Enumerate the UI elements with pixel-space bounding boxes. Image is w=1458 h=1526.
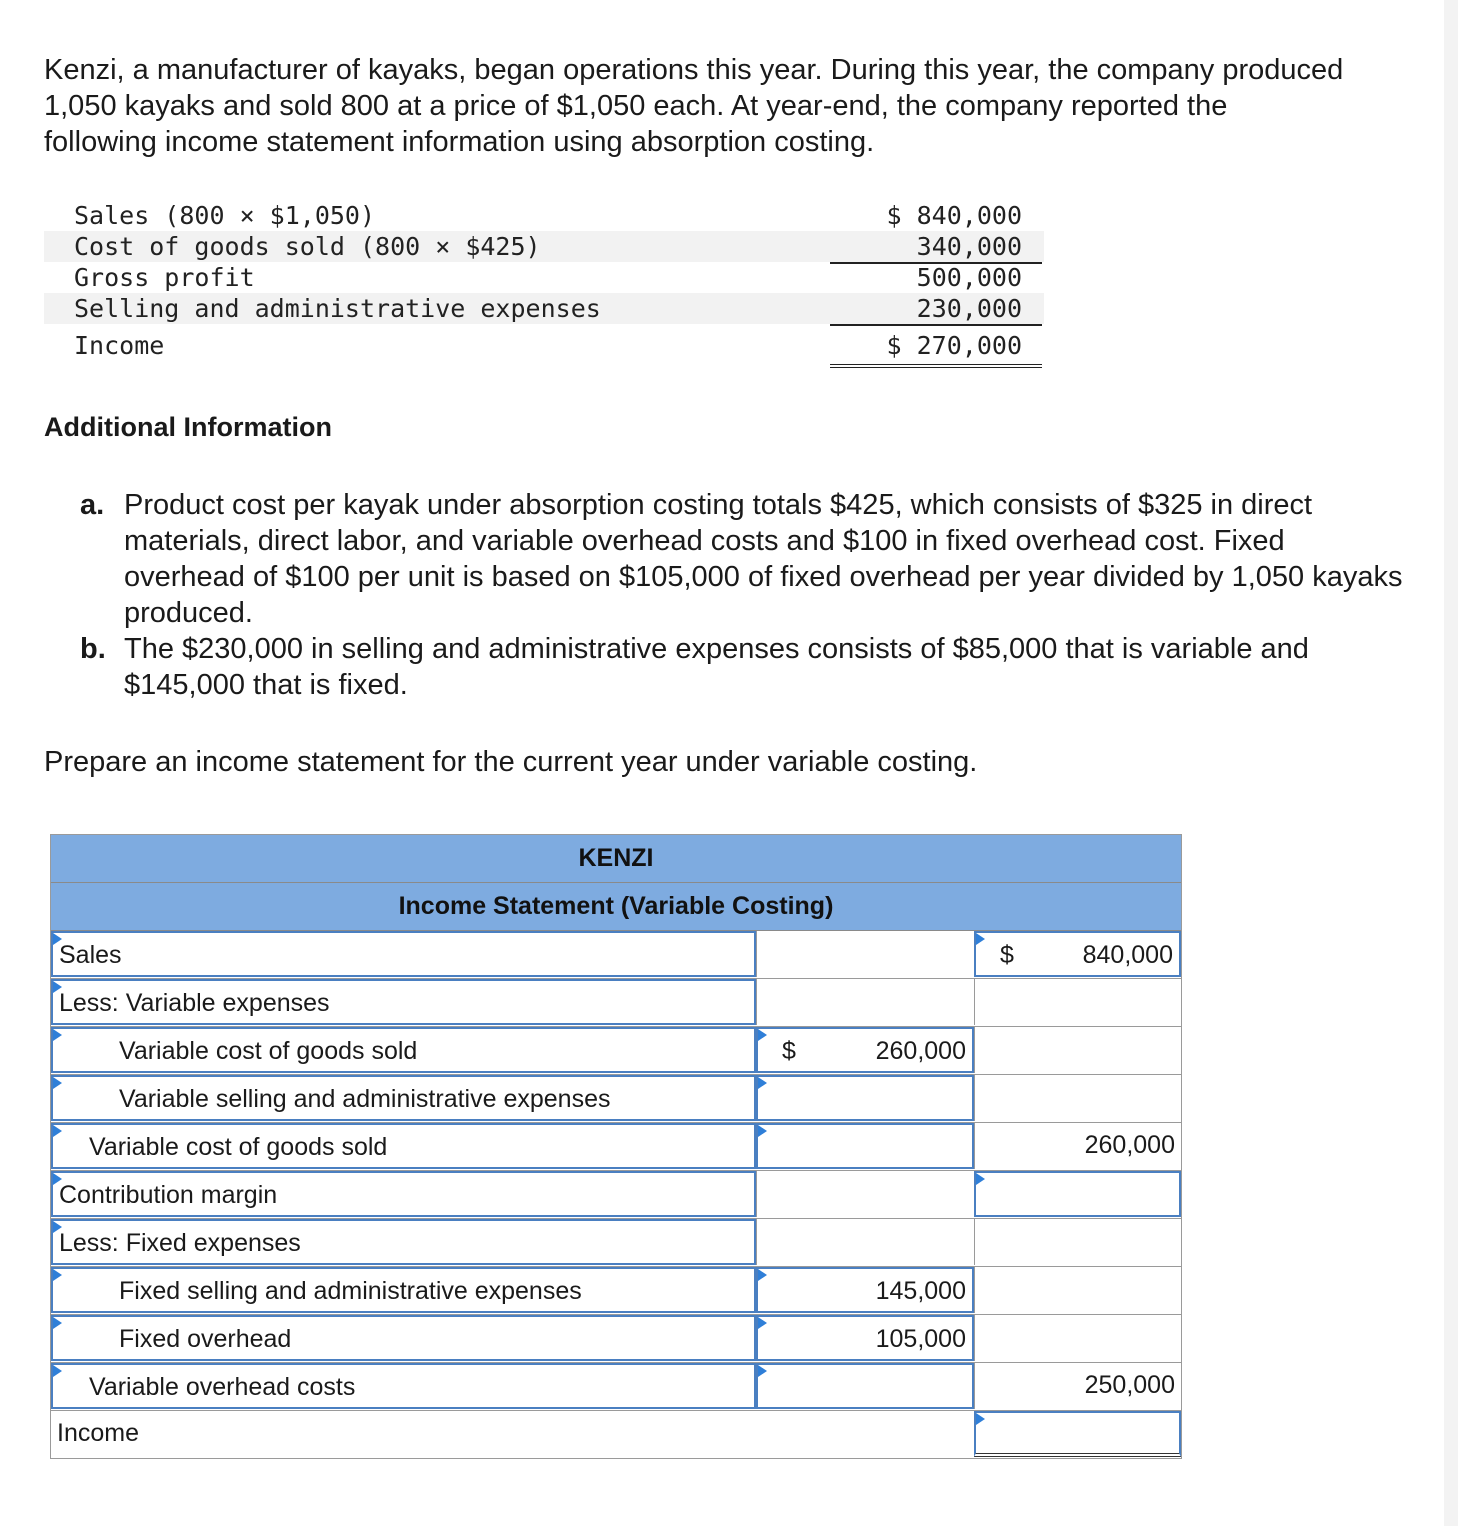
worksheet-row-contribution-margin (51, 1171, 1181, 1219)
currency-symbol: $ (1000, 941, 1014, 969)
row-label: Variable selling and administrative expenses (119, 1085, 611, 1113)
amount-cell-col2 (756, 1411, 974, 1457)
amount-input-col2[interactable] (756, 1363, 974, 1409)
amount-input-col2[interactable] (756, 1075, 974, 1121)
statement-row-cogs (44, 231, 1044, 262)
absorption-income-statement (44, 200, 1044, 361)
dropdown-marker-icon (53, 1365, 62, 1377)
row-label: Variable overhead costs (89, 1373, 356, 1401)
dropdown-marker-icon (758, 1365, 767, 1377)
amount-cell-col3 (974, 1219, 1181, 1265)
amount-cell-col2 (756, 979, 974, 1025)
info-text: The $230,000 in selling and administrative expenses consists of $85,000 that is variable and $145,000 that is fixed. (124, 633, 1309, 701)
amount-cell-col3 (974, 1027, 1181, 1073)
amount-cell-col2 (756, 931, 974, 977)
row-label: Less: Fixed expenses (59, 1229, 301, 1257)
statement-value: 340,000 (830, 231, 1042, 264)
row-label: Less: Variable expenses (59, 989, 330, 1017)
task-prompt: Prepare an income statement for the current year under variable costing. (44, 746, 978, 778)
statement-row-gross-profit (44, 262, 1044, 293)
label-input[interactable] (51, 979, 756, 1025)
row-label: Fixed selling and administrative expenses (119, 1277, 582, 1305)
worksheet-row-fixed-selling-admin (51, 1267, 1181, 1315)
dropdown-marker-icon (53, 1269, 62, 1281)
label-cell (51, 1411, 756, 1457)
label-input[interactable] (51, 1363, 756, 1409)
dropdown-marker-icon (976, 1413, 985, 1425)
amount-cell-col3 (974, 1075, 1181, 1121)
info-letter: a. (80, 489, 105, 521)
dropdown-marker-icon (758, 1125, 767, 1137)
amount-cell-col3 (974, 1123, 1181, 1169)
row-label: Contribution margin (59, 1181, 278, 1209)
amount-cell-col3 (974, 1267, 1181, 1313)
row-label: Variable cost of goods sold (119, 1037, 418, 1065)
worksheet-row-fixed-expenses-heading (51, 1219, 1181, 1267)
amount-value: 145,000 (875, 1277, 966, 1305)
info-text: Product cost per kayak under absorption costing totals $425, which consists of $325 in direct materials, direct labor, and variable overhead costs and $100 in fixed overhead cost. Fixed overhead of $100 per unit is based on $105,000 of fixed overhead per year divided by 1,050 kayaks produced. (124, 489, 1403, 629)
worksheet-row-sales (51, 931, 1181, 979)
dropdown-marker-icon (976, 933, 985, 945)
currency-symbol: $ (782, 1037, 796, 1065)
statement-label: Sales (800 × $1,050) (74, 201, 376, 230)
label-input[interactable] (51, 1171, 756, 1217)
worksheet-row-variable-total (51, 1123, 1181, 1171)
label-input[interactable] (51, 931, 756, 977)
statement-label: Cost of goods sold (800 × $425) (74, 232, 541, 261)
problem-intro: Kenzi, a manufacturer of kayaks, began operations this year. During this year, the company produced 1,050 kayaks and sold 800 at a price of $1,050 each. At year-end, the company reported the following income statement information using absorption costing. (44, 54, 1344, 158)
amount-cell-col2 (756, 1219, 974, 1265)
dropdown-marker-icon (758, 1317, 767, 1329)
info-item-b (80, 631, 1410, 703)
statement-label: Income (74, 331, 165, 360)
dropdown-marker-icon (53, 1125, 62, 1137)
amount-value: 840,000 (1082, 941, 1173, 969)
statement-row-selling-admin (44, 293, 1044, 324)
worksheet-row-fixed-total (51, 1363, 1181, 1411)
amount-cell-col2 (756, 1171, 974, 1217)
amount-input-col3[interactable] (974, 1171, 1181, 1217)
label-input[interactable] (51, 1123, 756, 1169)
row-label: Fixed overhead (119, 1325, 292, 1353)
statement-label: Gross profit (74, 263, 255, 292)
info-letter: b. (80, 633, 106, 665)
row-label: Sales (59, 941, 122, 969)
amount-input-col2[interactable] (756, 1267, 974, 1313)
worksheet-title: Income Statement (Variable Costing) (51, 883, 1181, 931)
statement-label: Selling and administrative expenses (74, 294, 601, 323)
amount-value: 260,000 (875, 1037, 966, 1065)
statement-value: 500,000 (916, 263, 1022, 292)
additional-info-heading: Additional Information (44, 412, 332, 442)
amount-cell-col3 (974, 1363, 1181, 1409)
dropdown-marker-icon (53, 1029, 62, 1041)
statement-value: $ 270,000 (830, 330, 1042, 368)
dropdown-marker-icon (53, 1317, 62, 1329)
row-label: Variable cost of goods sold (89, 1133, 388, 1161)
statement-value: $ 840,000 (886, 201, 1022, 230)
statement-row-income (44, 330, 1044, 361)
label-input[interactable] (51, 1267, 756, 1313)
statement-value: 230,000 (830, 293, 1042, 326)
amount-input-col2[interactable] (756, 1027, 974, 1073)
worksheet-row-fixed-overhead (51, 1315, 1181, 1363)
dropdown-marker-icon (53, 1077, 62, 1089)
worksheet-row-variable-selling-admin (51, 1075, 1181, 1123)
additional-info-list (80, 487, 1410, 703)
income-amount-input[interactable] (974, 1411, 1181, 1457)
label-input[interactable] (51, 1027, 756, 1073)
dropdown-marker-icon (758, 1269, 767, 1281)
label-input[interactable] (51, 1219, 756, 1265)
dropdown-marker-icon (758, 1029, 767, 1041)
worksheet-company: KENZI (51, 835, 1181, 883)
amount-input-col3[interactable] (974, 931, 1181, 977)
amount-cell-col3 (974, 979, 1181, 1025)
dropdown-marker-icon (976, 1173, 985, 1185)
amount-cell-col3 (974, 1315, 1181, 1361)
amount-value: 250,000 (1084, 1371, 1175, 1399)
variable-costing-worksheet (50, 834, 1182, 1459)
statement-row-sales (44, 200, 1044, 231)
worksheet-row-variable-cogs (51, 1027, 1181, 1075)
amount-value: 105,000 (875, 1325, 966, 1353)
scrollbar-gutter[interactable] (1444, 0, 1458, 1526)
worksheet-row-variable-expenses-heading (51, 979, 1181, 1027)
worksheet-row-income (51, 1411, 1181, 1458)
info-item-a (80, 487, 1410, 631)
label-input[interactable] (51, 1075, 756, 1121)
label-input[interactable] (51, 1315, 756, 1361)
amount-value: 260,000 (1084, 1131, 1175, 1159)
amount-input-col2[interactable] (756, 1123, 974, 1169)
row-label: Income (57, 1419, 139, 1447)
dropdown-marker-icon (758, 1077, 767, 1089)
amount-input-col2[interactable] (756, 1315, 974, 1361)
